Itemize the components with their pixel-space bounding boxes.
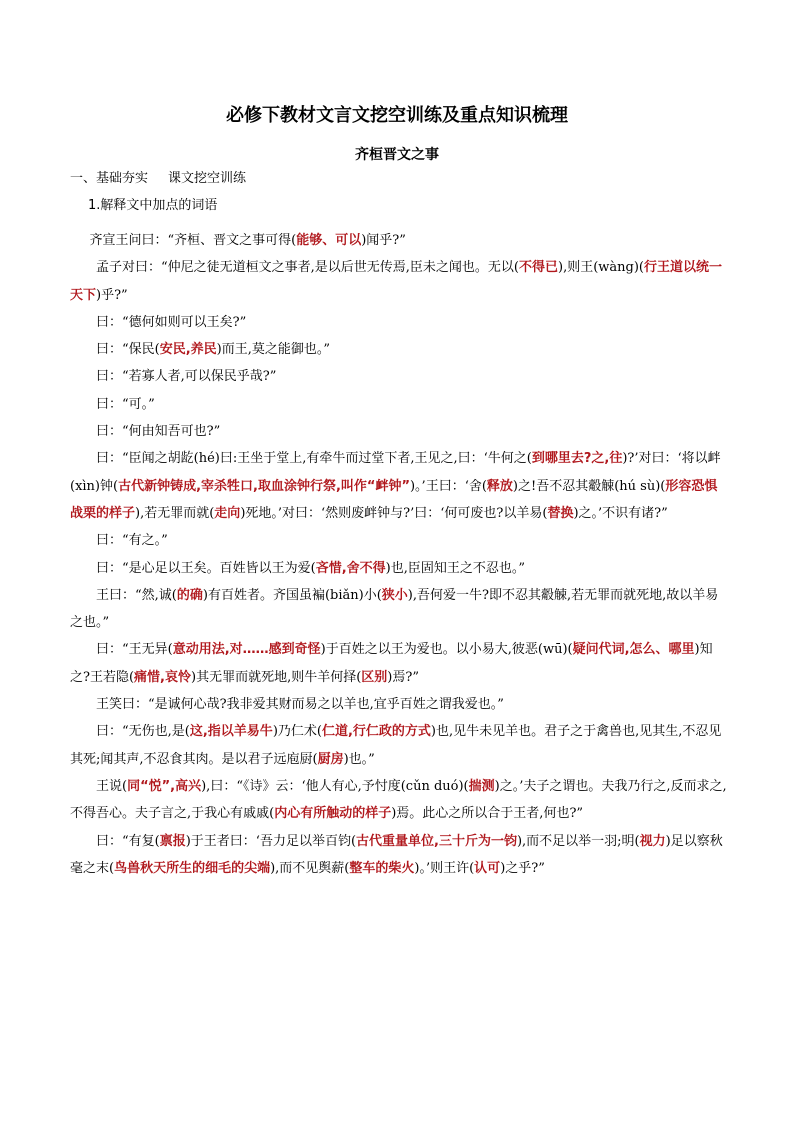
question-instruction: 1.解释文中加点的词语 [88,198,218,213]
passage-text: )乎?” [96,287,128,303]
passage-text: )于王者曰：‘吾力足以举百钧( [185,833,357,849]
answer-text: 整车的柴火 [349,860,415,876]
paragraph [70,227,728,254]
answer-text: 行王道以统一天下 [70,260,723,303]
answer-text: 区别 [361,669,388,685]
paragraph [70,718,728,773]
paragraph [70,336,728,363]
section-heading [70,170,246,188]
answer-text: 古代重量单位,三十斤为一钧 [356,833,517,849]
paragraph [70,636,728,691]
lesson-title: 齐桓晋文之事 [355,147,439,163]
paragraph [70,391,728,418]
passage-text: )之乎?” [500,860,545,876]
passage-text: )焉。此心之所以合于王者,何也?” [391,806,584,822]
paragraph [70,309,728,336]
paragraph [70,773,728,828]
passage-text: )其无罪而就死地,则牛羊何择( [191,669,362,685]
passage-text: ),吾何爱一牛?即不忍其觳觫,若无罪而就死地,故以羊易之也。” [70,587,719,631]
passage-text: 曰：“有复( [96,833,160,849]
section-exercise-label: 课文挖空训练 [168,171,247,186]
answer-text: 这,指以羊易牛 [189,724,273,740]
answer-text: 的确 [176,587,203,603]
passage-text: 王曰：“然,诚( [96,587,177,603]
passage-text: 王说( [96,778,128,794]
answer-text: 内心有所触动的样子 [274,806,392,822]
answer-text: 揣测 [468,778,495,794]
answer-text: 到哪里去?之,往 [531,451,623,467]
answer-text: 替换 [547,505,574,521]
answer-text: 释放 [486,478,513,494]
answer-text: 厨房 [317,751,344,767]
answer-text: 禀报 [159,833,186,849]
passage-text: 孟子对曰：“仲尼之徒无道桓文之事者,是以后世无传焉,臣未之闻也。无以( [96,260,519,276]
passage-text: )之。’夫子之谓也。夫我乃行之,反而求之,不得吾心。夫子言之,于我心有戚戚( [70,778,727,822]
passage-text: )。’则王许( [414,860,475,876]
passage-text: 王笑曰：“是诚何心哉?我非爱其财而易之以羊也,宜乎百姓之谓我爱也。” [96,697,504,713]
passage-text: )也。” [343,751,375,767]
passage-text: )乃仁术( [272,724,322,740]
passage-text: )之!吾不忍其觳觫(hú sù)( [512,478,666,494]
passage-text: 曰：“有之。” [96,533,168,549]
paragraph [70,828,728,883]
paragraph [70,582,728,637]
passage-text: ),而不见舆薪( [270,860,350,876]
passage-text: 曰：“德何如则可以王矣?” [96,314,247,330]
answer-text: 疑问代词,怎么、哪里 [572,642,695,658]
answer-text: 鸟兽秋天所生的细毛的尖端 [114,860,271,876]
passage-text: 曰：“臣闻之胡龁(hé)曰:王坐于堂上,有牵牛而过堂下者,王见之,曰：‘牛何之( [96,451,532,467]
classical-text [70,227,728,882]
passage-text: 曰：“保民( [96,342,160,358]
passage-text: 齐宣王问曰：“齐桓、晋文之事可得( [89,233,297,248]
paragraph [70,363,728,390]
answer-text: 仁道,行仁政的方式 [321,724,431,740]
section-part-label: 一、基础夯实 [70,171,149,186]
passage-text: )之。’不识有诸?” [573,505,668,521]
passage-text: ),曰：“《诗》云：‘他人有心,予忖度(cǔn duó)( [201,778,469,794]
passage-text: 曰：“若寡人者,可以保民乎哉?” [96,369,277,385]
paragraph [70,418,728,445]
passage-text: )。’王曰：‘舍( [409,478,487,494]
answer-text: 痛惜,哀怜 [134,669,191,685]
paragraph [70,691,728,718]
passage-text: )知之?王若隐( [70,642,713,685]
passage-text: ),若无罪而就( [135,505,215,521]
document-title: 必修下教材文言文挖空训练及重点知识梳理 [226,105,568,126]
passage-text: )也,见牛未见羊也。君子之于禽兽也,见其生,不忍见其死;闻其声,不忍食其肉。是以君子远庖厨( [70,724,722,767]
answer-text: 安民,养民 [159,342,217,358]
passage-text: ),而不足以举一羽;明( [516,833,640,849]
passage-text: )闻乎?” [361,233,406,248]
passage-text: 曰：“可。” [96,396,155,412]
answer-text: 吝惜,舍不得 [315,560,386,576]
answer-text: 不得已 [518,260,558,276]
paragraph [70,254,728,309]
passage-text: 曰：“王无异( [96,642,173,658]
answer-text: 走向 [214,505,241,521]
paragraph [70,527,728,554]
answer-text: 能够、可以 [296,233,362,248]
answer-text: 意动用法,对……感到奇怪 [172,642,321,658]
passage-text: )而王,莫之能御也。” [216,342,331,358]
passage-text: 曰：“何由知吾可也?” [96,424,221,440]
answer-text: 古代新钟铸成,宰杀牲口,取血涂钟行祭,叫作“衅钟” [118,478,410,494]
answer-text: 视力 [639,833,666,849]
passage-text: )足以察秋毫之末( [70,833,723,876]
passage-text: )有百姓者。齐国虽褊(biǎn)小( [202,587,382,603]
paragraph [70,445,728,527]
answer-text: 形容恐惧战栗的样子 [70,478,718,521]
passage-text: )死地。’对曰：‘然则废衅钟与?’曰：‘何可废也?以羊易( [240,505,548,521]
passage-text: 曰：“无伤也,是( [96,724,190,740]
passage-text: 曰：“是心足以王矣。百姓皆以王为爱( [96,560,316,576]
passage-text: )也,臣固知王之不忍也。” [385,560,526,576]
passage-text: )?’对曰：‘将以衅(xìn)钟( [70,451,721,494]
passage-text: )焉?” [387,669,419,685]
answer-text: 狭小 [381,587,408,603]
answer-text: 认可 [474,860,501,876]
passage-text: ),则王(wàng)( [558,260,644,276]
answer-text: 同“悦”,高兴 [127,778,202,794]
passage-text: )于百姓之以王为爱也。以小易大,彼恶(wū)( [320,642,573,658]
paragraph [70,555,728,582]
